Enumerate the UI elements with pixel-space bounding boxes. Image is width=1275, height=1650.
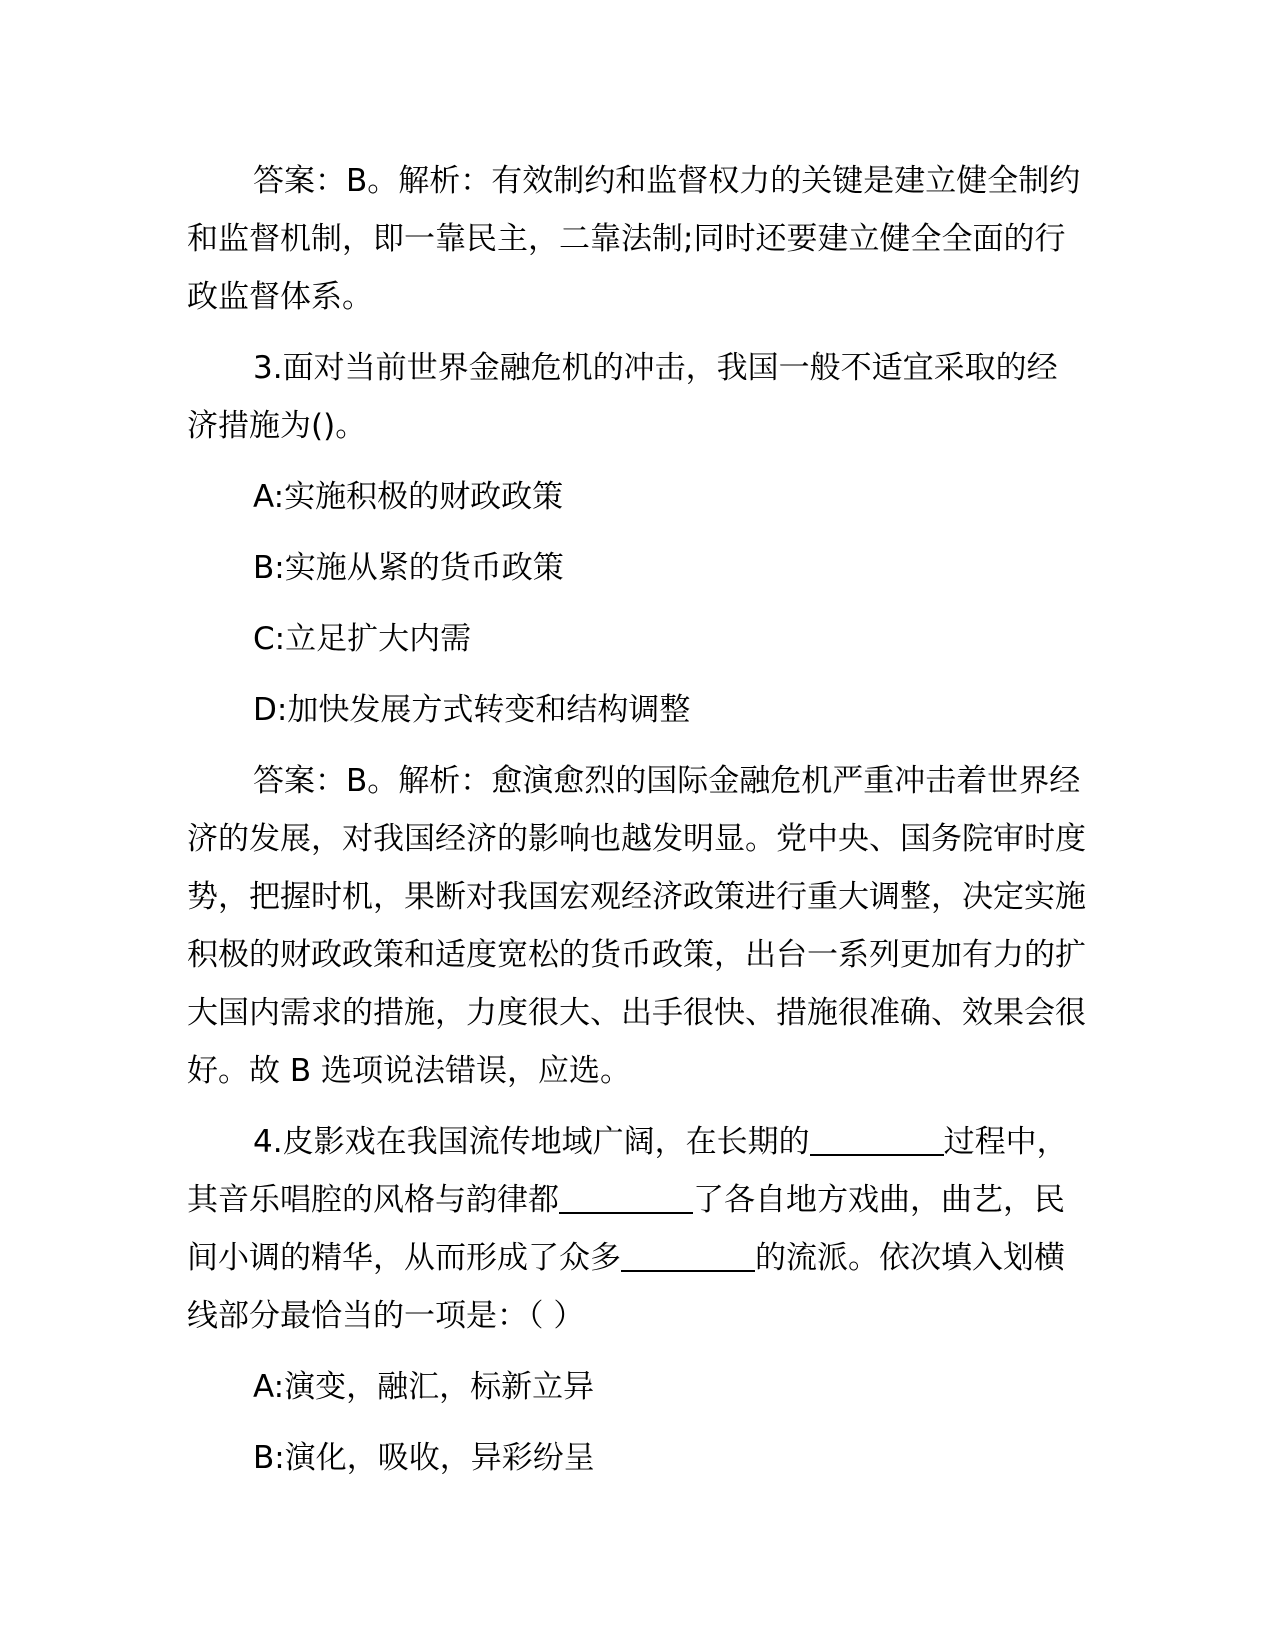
question-4-stem-part3: 了各自地方戏曲，曲艺，民间小调的精华，从而形成了众多	[187, 1182, 1065, 1276]
fill-blank-1	[810, 1118, 944, 1156]
document-page	[187, 152, 1087, 1500]
answer-q3: 答案：B。解析：愈演愈烈的国际金融危机严重冲击着世界经济的发展，对我国经济的影响也越发明显。党中央、国务院审时度势，把握时机，果断对我国宏观经济政策进行重大调整，决定实施积极的财政政策和适度宽松的货币政策，出台一系列更加有力的扩大国内需求的措施，力度很大、出手很快、措施很准确、效果会很好。故 B 选项说法错误，应选。	[187, 763, 1086, 1089]
answer-q2: 答案：B。解析：有效制约和监督权力的关键是建立健全制约和监督机制，即一靠民主，二靠法制;同时还要建立健全全面的行政监督体系。	[187, 163, 1081, 315]
question-3-option-b: B:实施从紧的货币政策	[253, 550, 564, 586]
question-4-stem-part1: 4.皮影戏在我国流传地域广阔，在长期的	[253, 1124, 810, 1160]
question-3-stem: 3.面对当前世界金融危机的冲击，我国一般不适宜采取的经济措施为()。	[187, 350, 1058, 444]
question-3-option-d: D:加快发展方式转变和结构调整	[253, 692, 691, 728]
question-4-option-b: B:演化，吸收，异彩纷呈	[253, 1440, 595, 1476]
fill-blank-2	[559, 1176, 693, 1214]
question-4-stem-part4: 的流派。依次填入划横线部分最恰当的一项是：（ ）	[187, 1240, 1065, 1334]
fill-blank-3	[621, 1234, 755, 1272]
question-4-option-a: A:演变，融汇，标新立异	[253, 1369, 595, 1405]
question-4-stem	[187, 1113, 1087, 1345]
question-3-option-a: A:实施积极的财政政策	[253, 479, 564, 515]
question-4-stem-part2: 过程中，其音乐唱腔的风格与韵律都	[187, 1124, 1068, 1218]
question-3-option-c: C:立足扩大内需	[253, 621, 472, 657]
